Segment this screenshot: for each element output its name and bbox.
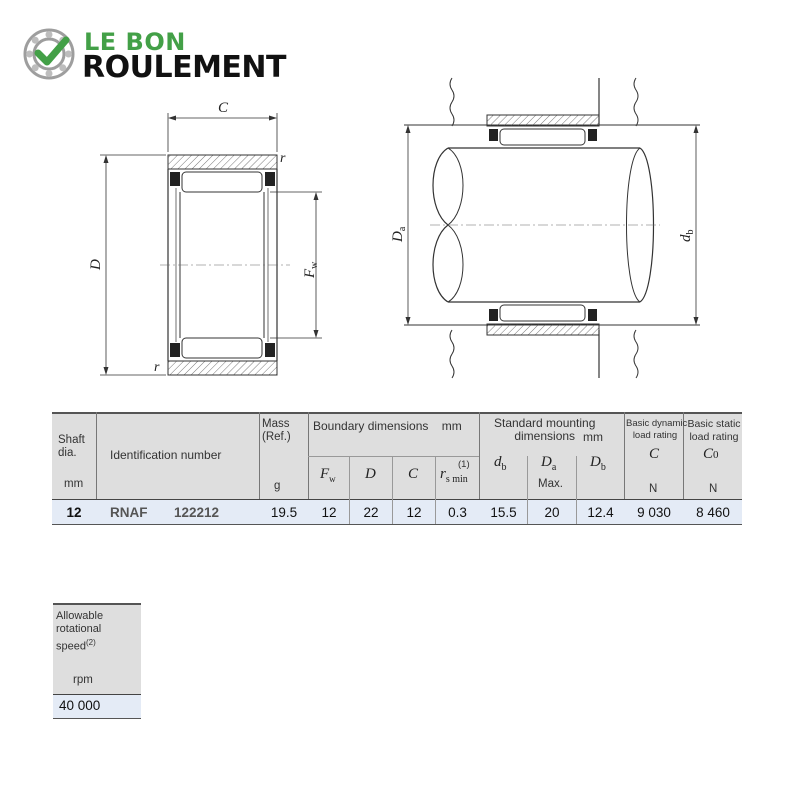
- dim-label-C: C: [218, 100, 229, 116]
- header-Da: $D_a$: [541, 454, 557, 473]
- speed-table: [53, 603, 141, 717]
- cell-C: 12: [406, 505, 422, 520]
- cell-mass: 19.5: [270, 505, 298, 520]
- cell-db: 15.5: [490, 505, 517, 520]
- header-mounting-unit: mm: [583, 430, 603, 444]
- header-identification: Identification number: [110, 448, 222, 462]
- header-boundary: Boundary dimensions mm: [313, 419, 462, 433]
- logo-text-bottom: ROULEMENT: [82, 50, 286, 85]
- header-Da-max: Max.: [538, 478, 563, 490]
- header-dynamic-load: Basic dynamic load rating: [626, 418, 688, 441]
- header-shaft-dia: Shaft dia.: [58, 434, 85, 459]
- specifications-table: [52, 412, 742, 525]
- cell-identification: 122212: [174, 505, 220, 520]
- speed-label: Allowable rotational speed$^{(2)}$: [56, 610, 104, 653]
- dim-label-r-top: r: [280, 151, 286, 166]
- cell-static-load: 8 460: [696, 505, 730, 520]
- dim-label-db: $d_b$: [678, 229, 696, 242]
- header-static-load: Basic static load rating: [687, 418, 741, 443]
- header-mass-unit: g: [274, 480, 281, 492]
- header-D: D: [365, 466, 376, 482]
- header-dynamic-unit: N: [649, 483, 658, 495]
- header-r-note: (1): [458, 459, 470, 470]
- cell-shaft: 12: [66, 505, 82, 520]
- dim-label-Fw: $F_w$: [302, 261, 320, 278]
- bearing-section-view: [88, 100, 322, 375]
- bearing-mounting-view: [390, 78, 700, 378]
- header-static-unit: N: [709, 483, 718, 495]
- header-rsmin: $r_{s min}$: [440, 466, 468, 485]
- logo-text-top: LE BON: [84, 28, 186, 56]
- header-db: $d_b$: [494, 454, 507, 473]
- speed-unit: rpm: [73, 674, 93, 686]
- header-C: C: [408, 466, 419, 482]
- cell-dynamic-load: 9 030: [637, 505, 671, 520]
- cell-Fw: 12: [321, 505, 337, 520]
- header-dynamic-symbol: C: [649, 446, 660, 462]
- cell-D: 22: [363, 505, 379, 520]
- header-static-symbol: C0: [703, 446, 719, 462]
- cell-prefix: RNAF: [110, 505, 148, 520]
- cell-rsmin: 0.3: [448, 505, 467, 520]
- header-Db: $D_b$: [590, 454, 606, 473]
- header-shaft-unit: mm: [64, 478, 84, 490]
- dim-label-r-bottom: r: [154, 360, 160, 375]
- speed-value: 40 000: [59, 698, 101, 713]
- cell-Db: 12.4: [587, 505, 614, 520]
- header-Fw: $F_w$: [320, 466, 336, 484]
- header-mounting: Standard mounting dimensions: [494, 416, 596, 443]
- header-mass: Mass (Ref.): [262, 418, 291, 443]
- cell-Da: 20: [544, 505, 560, 520]
- dim-label-D: D: [88, 259, 104, 270]
- dim-label-Da: $D_a$: [390, 226, 408, 242]
